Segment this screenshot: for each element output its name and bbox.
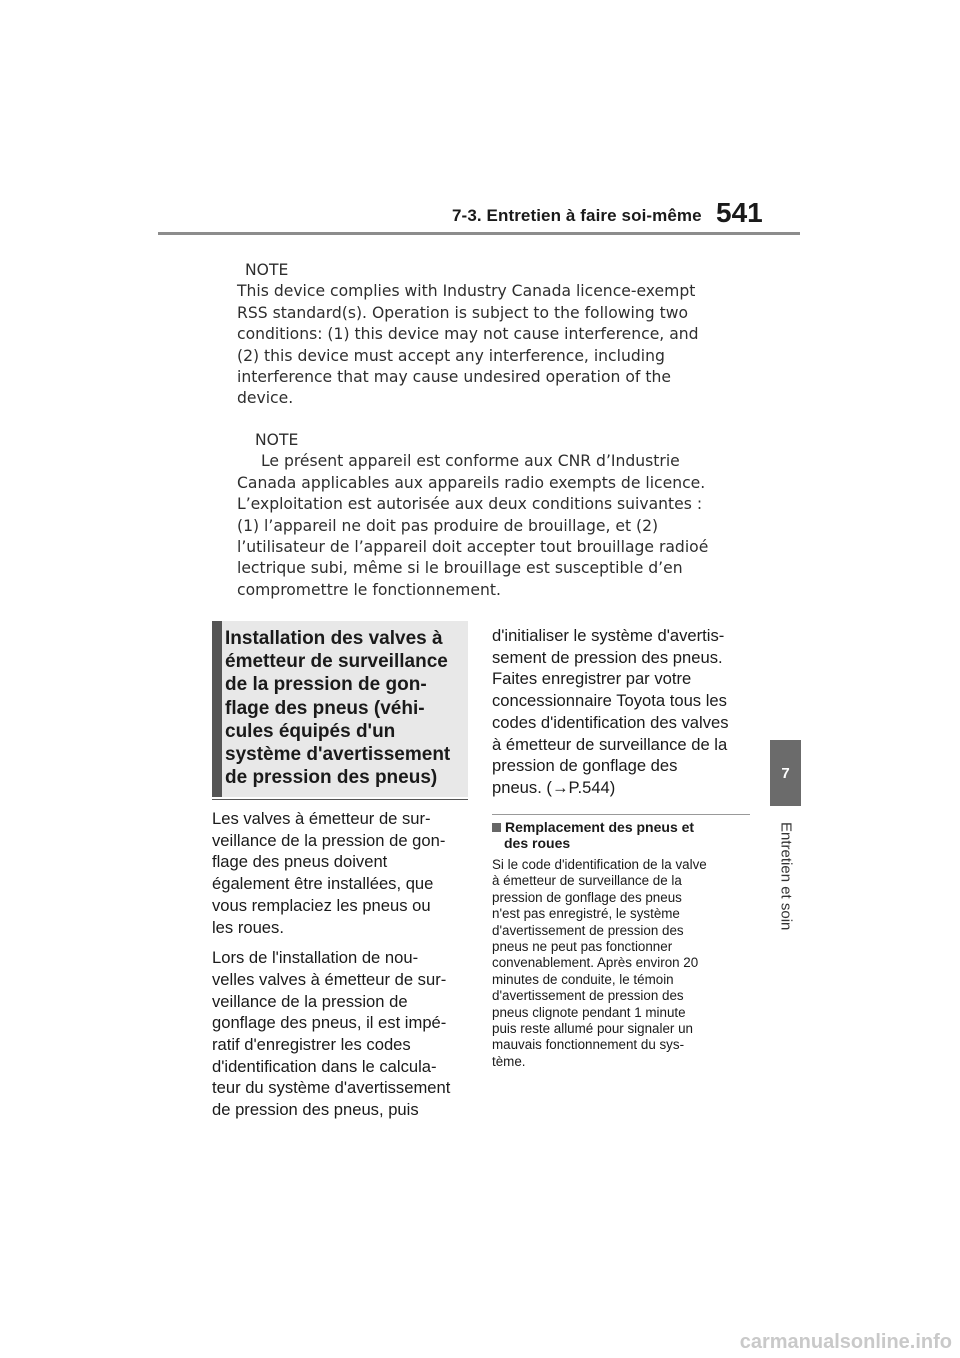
subsection-line: puis reste allumé pour signaler un xyxy=(492,1021,693,1037)
subsection-line: Si le code d'identification de la valve xyxy=(492,857,707,872)
section-heading-line: système d'avertissement xyxy=(225,744,451,766)
body-line: codes d'identification des valves xyxy=(492,712,729,732)
body-line: d'identification dans le calcula- xyxy=(212,1056,437,1076)
subsection-line: pression de gonflage des pneus xyxy=(492,889,682,905)
body-line: pression de gonflage des xyxy=(492,756,678,776)
subsection-line: mauvais fonctionnement du sys- xyxy=(492,1037,685,1053)
subsection-line: pneus clignote pendant 1 minute xyxy=(492,1004,686,1020)
body-line: ratif d'enregistrer les codes xyxy=(212,1035,411,1055)
french-notice-line: (1) l’appareil ne doit pas produire de brouillage, et (2) xyxy=(237,516,659,535)
section-heading-accent-bar xyxy=(212,621,222,797)
body-paragraph-1 xyxy=(212,808,468,938)
subsection-line: tème. xyxy=(492,1053,526,1069)
section-heading-line: flage des pneus (véhi- xyxy=(225,697,425,719)
body-line: veillance de la pression de xyxy=(212,991,408,1011)
section-header-title: 7-3. Entretien à faire soi-même xyxy=(452,206,702,225)
french-notice-first-line: Le présent appareil est conforme aux CNR d’Industrie xyxy=(261,452,680,471)
french-notice-line: L’exploitation est autorisée aux deux conditions suivantes : xyxy=(237,495,703,514)
subsection-line: minutes de conduite, le témoin xyxy=(492,971,674,987)
page-number: 541 xyxy=(716,197,763,228)
body-line: flage des pneus doivent xyxy=(212,852,388,872)
english-notice-line: (2) this device must accept any interference, including xyxy=(237,346,665,365)
section-heading-line: Installation des valves à xyxy=(225,628,443,649)
english-notice xyxy=(237,260,699,410)
section-heading-line: émetteur de surveillance xyxy=(225,651,448,673)
subsection-line: n'est pas enregistré, le système xyxy=(492,906,680,922)
body-line: d'initialiser le système d'avertis- xyxy=(492,626,725,645)
english-notice-line: This device complies with Industry Canada licence-exempt xyxy=(237,282,696,301)
square-bullet-icon xyxy=(492,823,501,832)
french-notice-line: lectrique subi, même si le brouillage est susceptible d’en xyxy=(237,559,683,578)
body-line: veillance de la pression de gon- xyxy=(212,830,446,850)
body-line: concessionnaire Toyota tous les xyxy=(492,691,727,711)
french-notice-line: l’utilisateur de l’appareil doit accepter tout brouillage radioé xyxy=(237,538,709,557)
chapter-tab xyxy=(770,740,801,806)
body-line: également être installées, que xyxy=(212,874,434,894)
english-notice-line: device. xyxy=(237,389,294,408)
page-reference-line: pneus. (→P.544) xyxy=(492,777,616,797)
right-column-body xyxy=(492,625,752,799)
body-line: velles valves à émetteur de sur- xyxy=(212,969,447,989)
english-notice-heading: NOTE xyxy=(245,261,289,279)
section-heading-line: cules équipés d'un xyxy=(225,720,396,742)
chapter-tab-label xyxy=(764,820,808,932)
left-column-body xyxy=(212,808,468,1121)
body-line: Les valves à émetteur de sur- xyxy=(212,809,431,828)
french-notice-line: Canada applicables aux appareils radio exempts de licence. xyxy=(237,473,706,492)
header-divider xyxy=(158,232,800,235)
body-line: à émetteur de surveillance de la xyxy=(492,734,728,754)
section-heading-box xyxy=(212,621,468,797)
subsection-line: d'avertissement de pression des xyxy=(492,922,684,938)
subsection-body xyxy=(492,857,752,1070)
subsection-line: convenablement. Après environ 20 xyxy=(492,955,699,971)
english-notice-line: conditions: (1) this device may not cause interference, and xyxy=(237,325,699,344)
french-notice xyxy=(237,430,708,601)
subsection-line: pneus ne peut pas fonctionner xyxy=(492,939,673,955)
body-line: vous remplaciez les pneus ou xyxy=(212,895,431,915)
section-heading xyxy=(225,627,465,789)
body-line: sement de pression des pneus. xyxy=(492,647,723,667)
subsection-line: d'avertissement de pression des xyxy=(492,988,684,1004)
section-heading-underline xyxy=(212,799,468,800)
english-notice-line: RSS standard(s). Operation is subject to the following two xyxy=(237,303,689,322)
regulatory-notice-image xyxy=(230,258,730,603)
body-line: teur du système d'avertissement xyxy=(212,1078,451,1098)
body-line: les roues. xyxy=(212,917,284,937)
subsection-line: à émetteur de surveillance de la xyxy=(492,873,682,889)
french-notice-line: compromettre le fonctionnement. xyxy=(237,580,501,599)
section-heading-line: de pression des pneus) xyxy=(225,767,438,789)
english-notice-line: interference that may cause undesired operation of the xyxy=(237,368,671,387)
body-line: Lors de l'installation de nou- xyxy=(212,948,419,968)
watermark-text: carmanualsonline.info xyxy=(739,1331,952,1353)
subsection-heading-line-2: des roues xyxy=(504,834,571,851)
french-notice-heading: NOTE xyxy=(255,431,299,449)
body-paragraph-2 xyxy=(212,947,468,1121)
subsection-heading xyxy=(492,820,752,851)
subsection-heading-line-1: Remplacement des pneus et xyxy=(505,819,695,835)
body-line: Faites enregistrer par votre xyxy=(492,669,692,689)
body-line: de pression des pneus, puis xyxy=(212,1100,419,1120)
subsection-paragraph xyxy=(492,857,752,1070)
section-heading-line: de la pression de gon- xyxy=(225,674,427,696)
chapter-tab-number: 7 xyxy=(781,764,790,782)
subsection-divider xyxy=(492,814,750,815)
chapter-tab-label-text: Entretien et soin xyxy=(777,821,795,931)
body-line: gonflage des pneus, il est impé- xyxy=(212,1013,447,1033)
body-paragraph-continued xyxy=(492,625,752,799)
